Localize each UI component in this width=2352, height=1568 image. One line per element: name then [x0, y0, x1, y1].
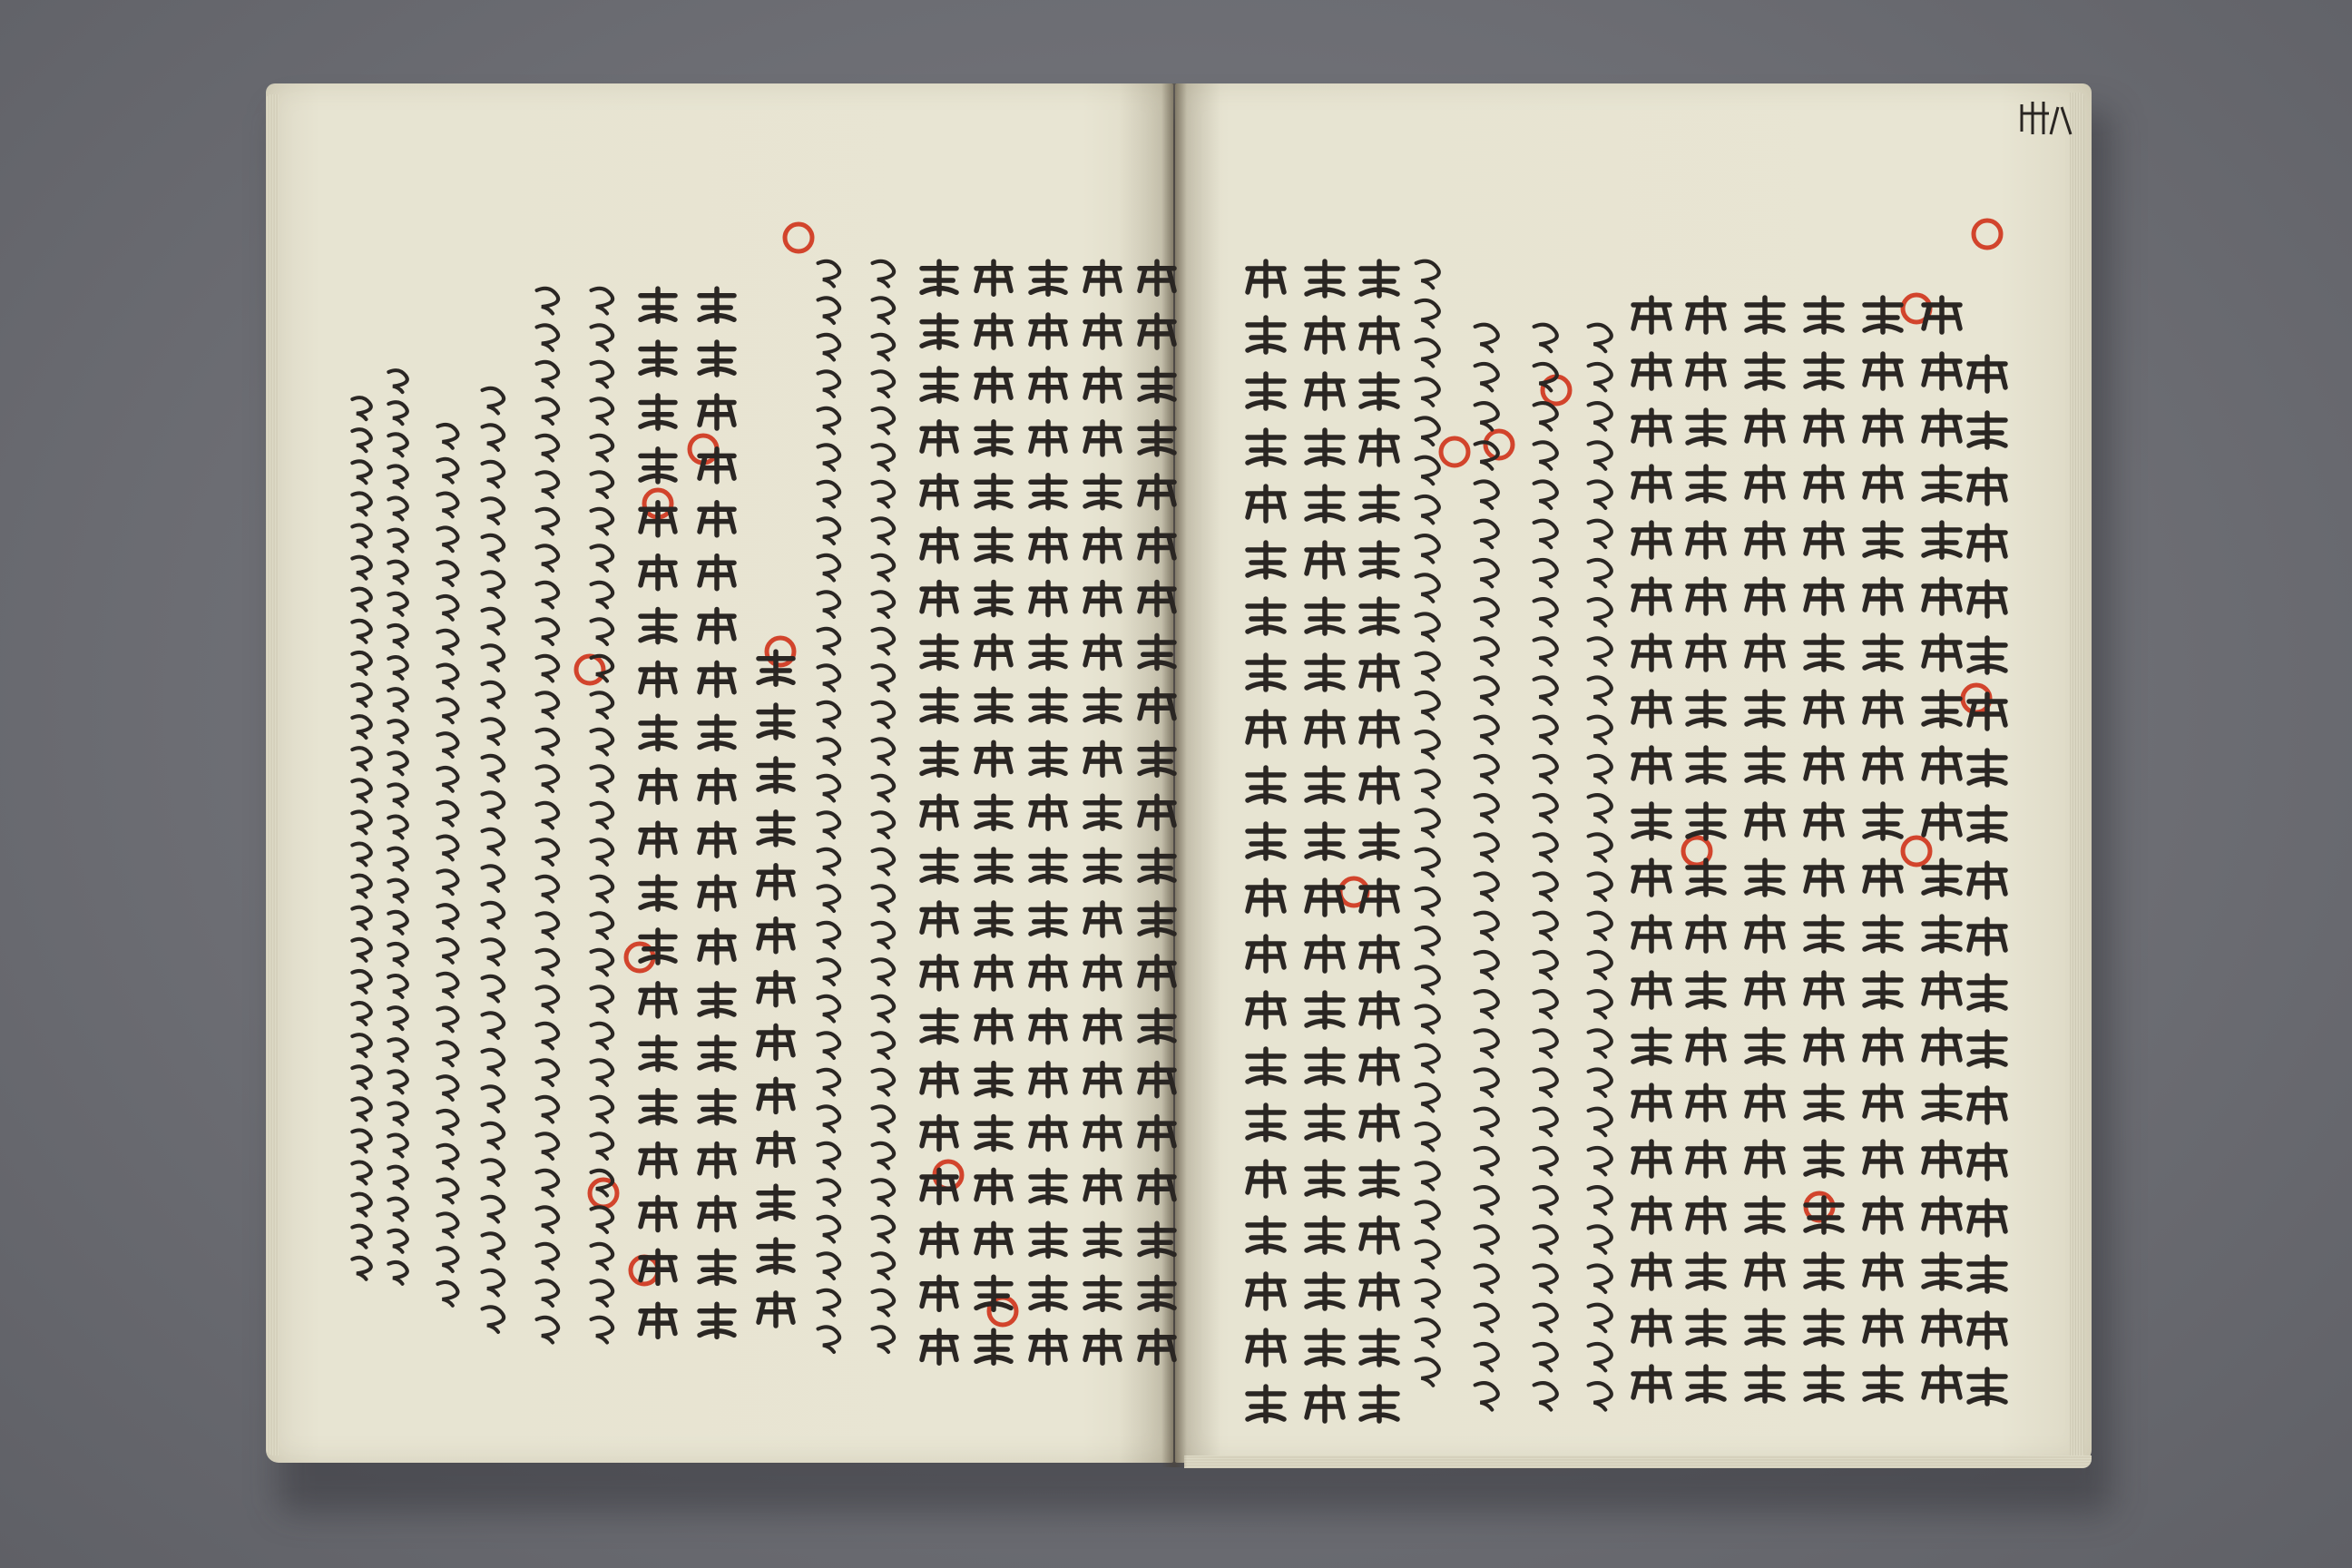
left-page-edge — [266, 94, 279, 1455]
book-gutter — [1161, 83, 1187, 1467]
left-page — [266, 83, 1173, 1463]
open-book — [259, 83, 2105, 1499]
right-page-edge — [2070, 93, 2084, 1458]
right-page — [1175, 83, 2092, 1463]
bottom-page-edge — [1184, 1455, 2092, 1468]
